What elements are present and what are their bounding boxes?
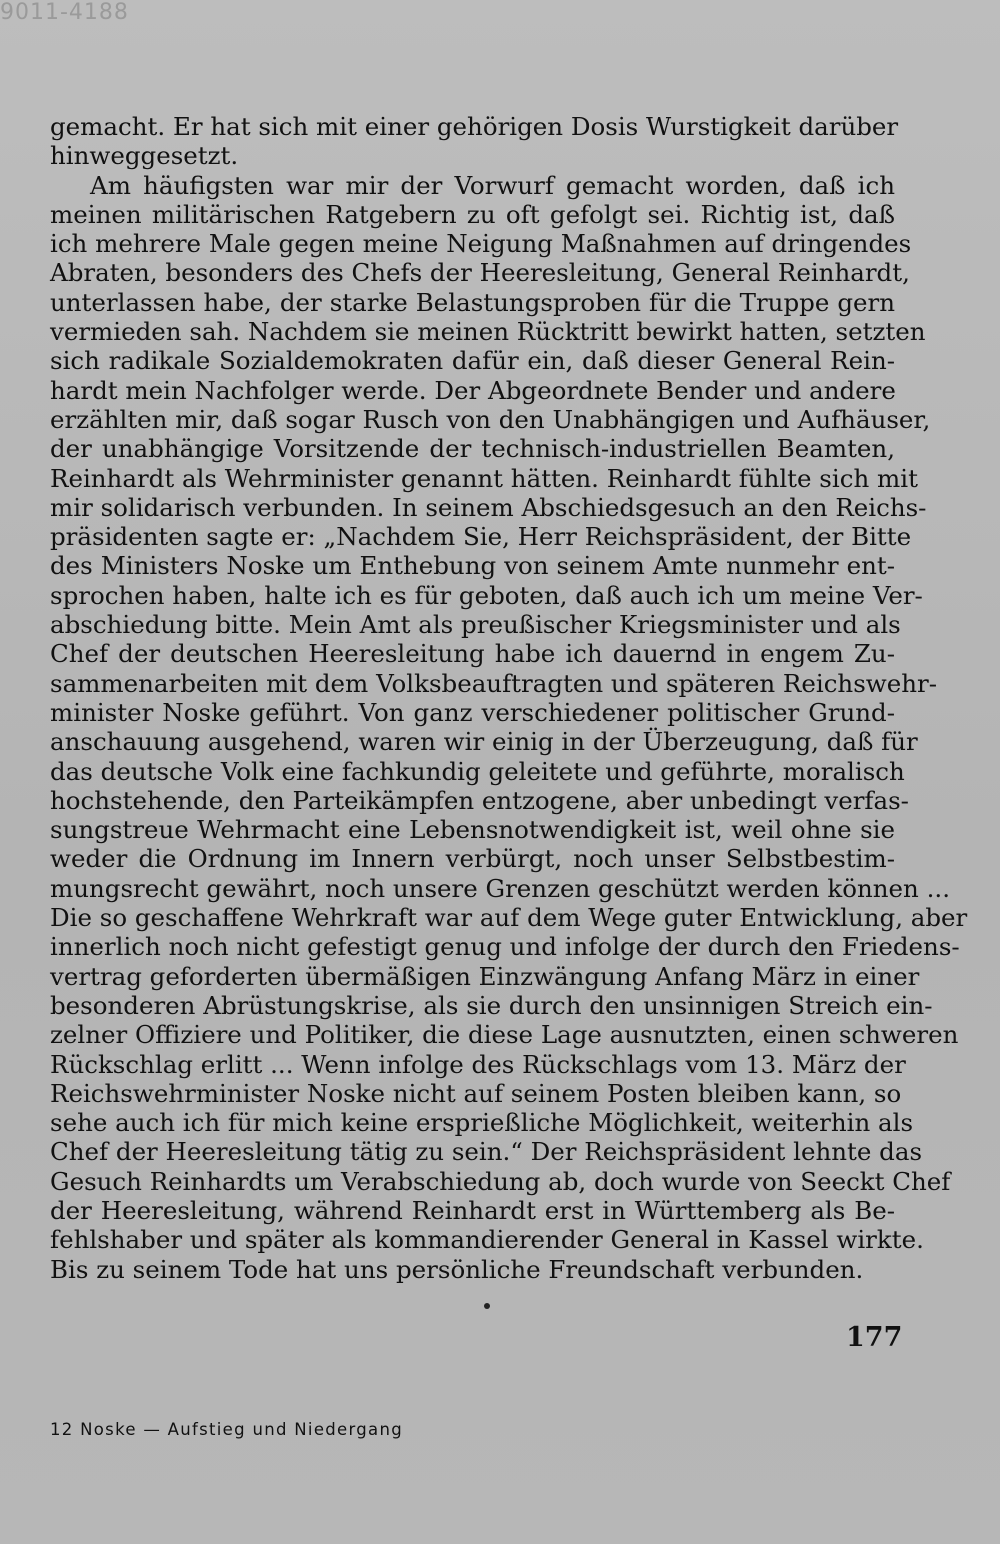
text-line: unterlassen habe, der starke Belastungsproben für die Truppe gern [50,287,895,317]
text-line: präsidenten sagte er: „Nachdem Sie, Herr Reichspräsident, der Bitte [50,522,912,552]
text-line: vertrag geforderten übermäßigen Einzwängung Anfang März in einer [50,961,920,991]
text-line: besonderen Abrüstungskrise, als sie durch den unsinnigen Streich ein- [50,990,933,1020]
text-line: Bis zu seinem Tode hat uns persönliche Freundschaft verbunden. [50,1254,864,1284]
ink-dot [484,1303,490,1309]
text-line: Chef der deutschen Heeresleitung habe ich dauernd in engem Zu- [50,639,895,669]
text-line: sungstreue Wehrmacht eine Lebensnotwendigkeit ist, weil ohne sie [50,815,895,845]
footer-signature: 12 Noske — Aufstieg und Niedergang [50,1420,404,1439]
paragraph-1 [50,112,899,171]
text-line: des Ministers Noske um Enthebung von seinem Amte nunmehr ent- [50,551,895,581]
text-line: erzählten mir, daß sogar Rusch von den Unabhängigen und Aufhäuser, [50,404,931,434]
text-line: fehlshaber und später als kommandierender General in Kassel wirkte. [50,1225,924,1255]
text-line: mir solidarisch verbunden. In seinem Abschiedsgesuch an den Reichs- [50,492,927,522]
text-line: meinen militärischen Ratgebern zu oft gefolgt sei. Richtig ist, daß [50,199,895,229]
text-line: anschauung ausgehend, waren wir einig in der Überzeugung, daß für [50,727,918,757]
text-line: abschiedung bitte. Mein Amt als preußischer Kriegsminister und als [50,610,901,640]
page-number: 177 [846,1322,903,1353]
text-line: mungsrecht gewährt, noch unsere Grenzen geschützt werden können ... [50,873,950,903]
text-line: sich radikale Sozialdemokraten dafür ein, daß dieser General Rein- [50,346,895,376]
text-line: Rückschlag erlitt ... Wenn infolge des Rückschlags vom 13. März der [50,1049,906,1079]
text-line: das deutsche Volk eine fachkundig geleitete und geführte, moralisch [50,756,905,786]
text-line: Am häufigsten war mir der Vorwurf gemacht worden, daß ich [90,170,895,200]
text-line: Reinhardt als Wehrminister genannt hätten. Reinhardt fühlte sich mit [50,463,918,493]
text-line: Reichswehrminister Noske nicht auf seinem Posten bleiben kann, so [50,1078,902,1108]
text-line: weder die Ordnung im Innern verbürgt, noch unser Selbstbestim- [50,844,895,874]
text-line: ich mehrere Male gegen meine Neigung Maßnahmen auf dringendes [50,229,912,259]
text-line: sammenarbeiten mit dem Volksbeauftragten und späteren Reichswehr- [50,668,938,698]
text-line: vermieden sah. Nachdem sie meinen Rücktritt bewirkt hatten, setzten [50,317,926,347]
text-line: minister Noske geführt. Von ganz verschiedener politischer Grund- [50,697,895,727]
text-line: Chef der Heeresleitung tätig zu sein.“ Der Reichspräsident lehnte das [50,1137,923,1167]
text-line: Abraten, besonders des Chefs der Heeresleitung, General Reinhardt, [50,258,910,288]
text-line: zelner Offiziere und Politiker, die diese Lage ausnutzten, einen schweren [50,1020,959,1050]
text-line: hardt mein Nachfolger werde. Der Abgeordnete Bender und andere [50,375,896,405]
text-line: sehe auch ich für mich keine ersprießliche Möglichkeit, weiterhin als [50,1108,914,1138]
text-line: Gesuch Reinhardts um Verabschiedung ab, doch wurde von Seeckt Chef [50,1166,951,1196]
text-line: der Heeresleitung, während Reinhardt erst in Württemberg als Be- [50,1195,895,1225]
text-line: innerlich noch nicht gefestigt genug und infolge der durch den Friedens- [50,932,960,962]
text-line: sprochen haben, halte ich es für geboten, daß auch ich um meine Ver- [50,580,923,610]
text-line: gemacht. Er hat sich mit einer gehörigen Dosis Wurstigkeit darüber [50,112,899,141]
body-text [50,112,968,1284]
paragraph-2 [50,170,968,1284]
text-line: hinweggesetzt. [50,141,239,171]
text-line: Die so geschaffene Wehrkraft war auf dem Wege guter Entwicklung, aber [50,903,968,933]
text-line: hochstehende, den Parteikämpfen entzogene, aber unbedingt verfas- [50,785,909,815]
scan-marks: 9011-4188 [0,0,129,20]
text-line: der unabhängige Vorsitzende der technisch-industriellen Beamten, [50,434,895,464]
